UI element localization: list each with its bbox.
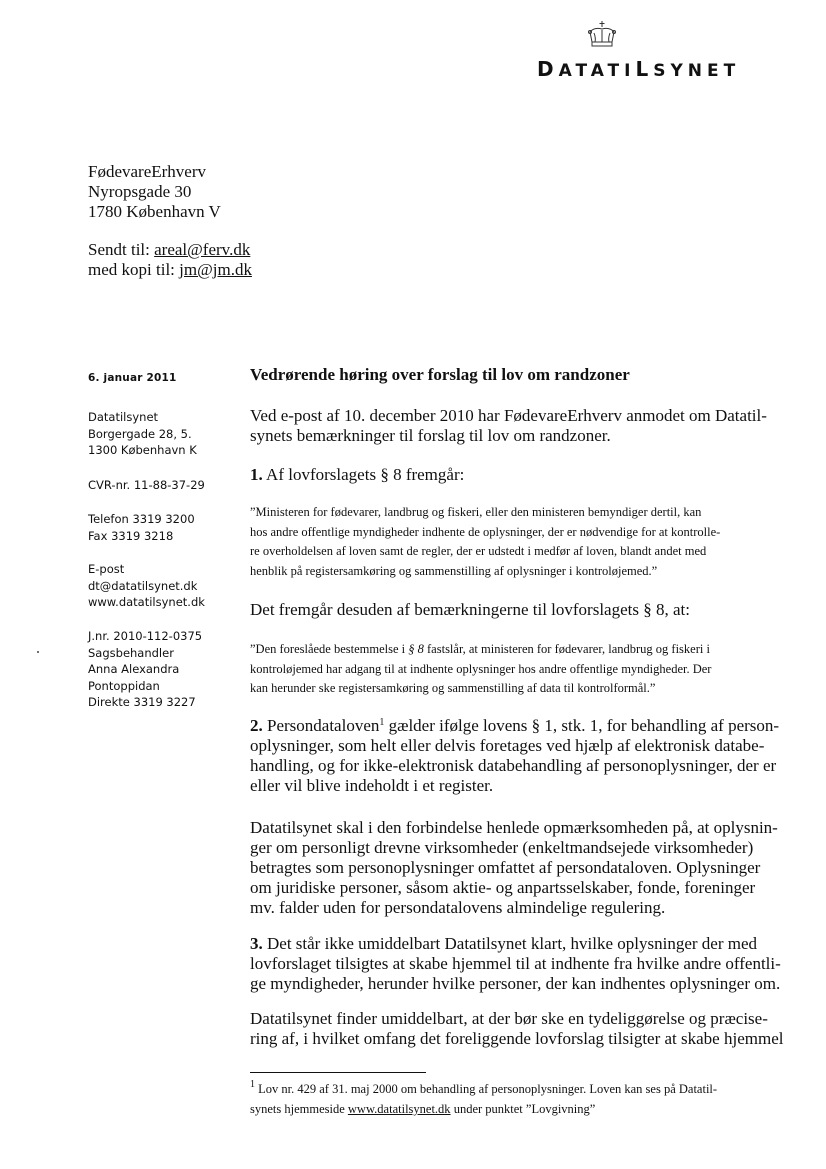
sent-to-block — [88, 240, 252, 280]
case-info — [88, 628, 202, 711]
intro-paragraph: Ved e-post af 10. december 2010 har FødevareErhverv anmodet om Datatil- synets bemærkninger til forslag til lov om randzoner. — [250, 406, 767, 445]
section-number: 2. — [250, 716, 263, 735]
sent-to-label: Sendt til: — [88, 240, 155, 259]
sender-address — [88, 409, 197, 459]
paragraph-4: Datatilsynet finder umiddelbart, at der bør ske en tydeliggørelse og præcise- ring af, i hvilket omfang det foreliggende lovforslag tilsigter at skabe hjemmel — [250, 1009, 784, 1048]
contact-online — [88, 561, 205, 611]
footnote: $^1$ Lov nr. 429 af 31. maj 2000 om behandling af personoplysninger. Loven kan ses på Datatil- synets hjemmeside www.datatilsynet.dk under punktet ”Lovgivning” — [250, 1079, 718, 1116]
case-handler-label: Sagsbehandler — [88, 645, 174, 660]
paragraph-2: Det fremgår desuden af bemærkningerne til lovforslagets § 8, at: — [250, 600, 690, 619]
scan-speck — [37, 651, 39, 653]
direct-phone: Direkte 3319 3227 — [88, 695, 196, 710]
cc-label: med kopi til: — [88, 260, 180, 279]
letter-subject: Vedrørende høring over forslag til lov om randzoner — [250, 365, 630, 384]
recipient-street: Nyropsgade 30 — [88, 182, 192, 201]
footnote-website-link[interactable]: www.datatilsynet.dk — [347, 1102, 451, 1116]
phone-fax — [88, 511, 195, 544]
sent-to-email-link[interactable]: areal@ferv.dk — [154, 240, 251, 259]
recipient-city: 1780 København V — [88, 202, 221, 221]
footnote-ref[interactable]: 1 — [379, 717, 385, 728]
section-1-heading: 1. Af lovforslagets § 8 fremgår: — [250, 465, 465, 484]
phone-number: Telefon 3319 3200 — [88, 512, 195, 526]
section-number: 3. — [250, 934, 263, 953]
recipient-address — [88, 162, 221, 222]
case-handler-name-1: Anna Alexandra — [88, 662, 180, 677]
section-3-paragraph: 3. Det står ikke umiddelbart Datatilsynet klart, hvilke oplysninger der med lovforslaget tilsigtes at skabe hjemmel til at indhente fra hvilke andre offentli- ge myndigheder, herunder hvilke personer, der kan indhentes oplysninger om. — [250, 934, 781, 993]
sender-email-link[interactable]: dt@datatilsynet.dk — [88, 578, 198, 593]
email-label: E-post — [88, 562, 125, 576]
section-2-paragraph: 2. Persondataloven$^1$ gælder ifølge lovens § 1, stk. 1, for behandling af person- oplysninger, som helt eller delvis foretages ved hjælp af elektronisk databe- handling, og for ikke-elektronisk databehandling af personoplysninger, der er eller vil blive indeholdt i et register. — [250, 716, 780, 795]
sender-org-name: Datatilsynet — [88, 410, 159, 424]
letter-date: 6. januar 2011 — [88, 372, 177, 384]
fax-number: Fax 3319 3218 — [88, 528, 174, 543]
footnote-divider — [250, 1072, 426, 1073]
quote-paragraph-2: ”Den foreslåede bestemmelse i § 8 fastslår, at ministeren for fødevarer, landbrug og fiskeri i kontroløjemed har adgang til at indhente oplysninger hos andre offentlige myndigheder. Der kan herunder ske registersamkøring og sammenstilling af data til kontrolformål.” — [250, 642, 712, 695]
sender-street: Borgergade 28, 5. — [88, 426, 192, 441]
recipient-name: FødevareErhverv — [88, 162, 207, 181]
footnote-number: 1 — [250, 1079, 255, 1090]
sender-city: 1300 København K — [88, 443, 197, 458]
quote-paragraph-1: ”Ministeren for fødevarer, landbrug og fiskeri, eller den ministeren bemyndiger dertil, kan hos andre offentlige myndigheder indhente de oplysninger, der er nødvendige for at kontrolle- re overholdelsen af loven samt de regler, der er udstedt i medfør af loven, blandt andet med henblik på registersamkøring og sammenstilling af oplysninger i kontroløjemed.” — [250, 505, 721, 578]
cc-email-link[interactable]: jm@jm.dk — [179, 260, 252, 279]
sender-website-link[interactable]: www.datatilsynet.dk — [88, 595, 205, 610]
case-handler-name-2: Pontoppidan — [88, 678, 160, 693]
crown-icon — [584, 20, 620, 50]
brand-logo: DATATILSYNET — [537, 57, 741, 81]
journal-number: J.nr. 2010-112-0375 — [88, 629, 203, 643]
cvr-number: CVR-nr. 11-88-37-29 — [88, 478, 205, 492]
paragraph-3: Datatilsynet skal i den forbindelse henlede opmærksomheden på, at oplysnin- ger om personligt drevne virksomheder (enkeltmandsejede virksomheder) betragtes som personoplysninger omfattet af persondataloven. Oplysninger om juridiske personer, såsom aktie- og anpartsselskaber, fonde, foreninger mv. falder uden for persondatalovens almindelige regulering. — [250, 818, 778, 917]
section-number: 1. — [250, 465, 263, 484]
